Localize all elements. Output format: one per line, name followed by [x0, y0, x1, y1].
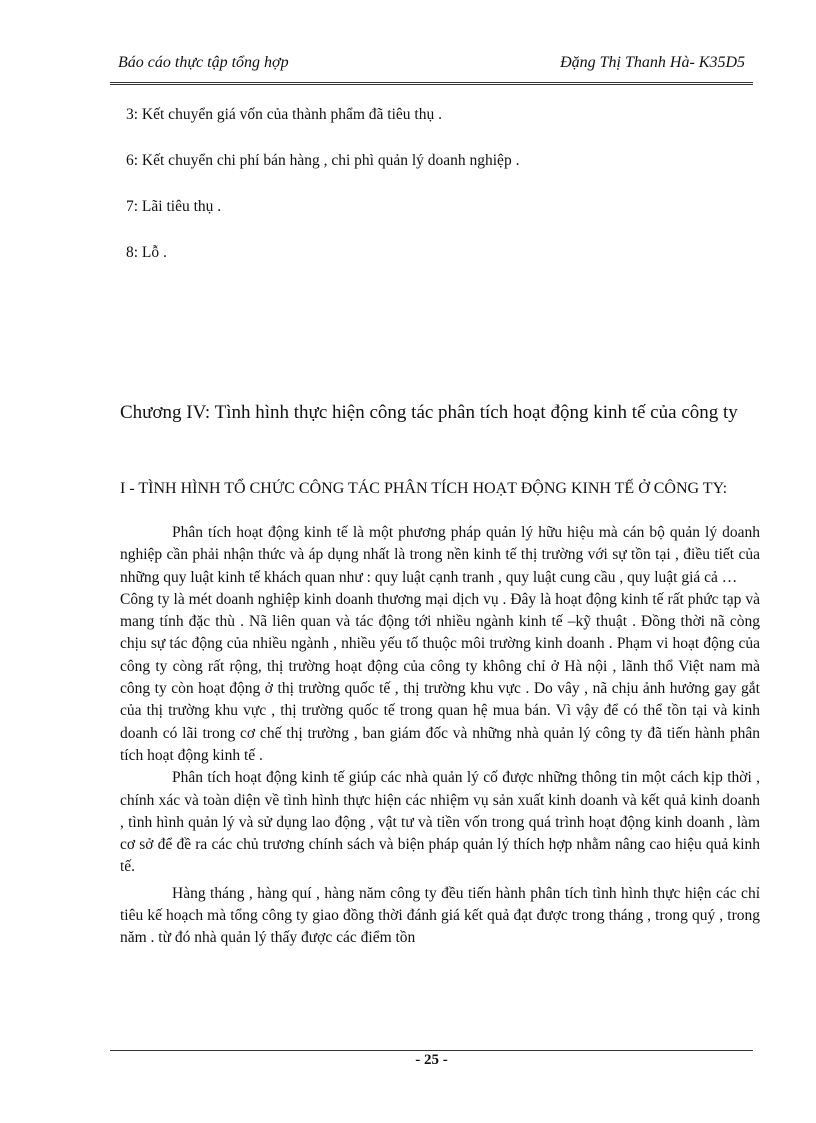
paragraph-periodic: Hàng tháng , hàng quí , hàng năm công ty đều tiến hành phân tích tình hình thực hiện các chỉ tiêu kế hoạch mà tổng công ty giao đồng thời đánh giá kết quả đạt được trong tháng , trong quý , trong năm . từ đó nhà quản lý thấy được các điểm tồn: [120, 884, 760, 947]
paragraph-company: Công ty là mét doanh nghiệp kinh doanh thương mại dịch vụ . Đây là hoạt động kinh tế rất phức tạp và mang tính đặc thù . Nã liên quan và tác động tới nhiều ngành kinh tế –kỹ thuật . Đồng thời nã còng chịu sự tác động của nhiều ngành , nhiều yếu tố thuộc môi trường kinh doanh . Phạm vi hoạt động của công ty còng rất rộng, thị trường hoạt động của công ty không chỉ ở Hà nội , lãnh thổ Việt nam mà công ty còn hoạt động ở thị trường quốc tế , thị trường khu vực . Do vây , nã chịu ảnh hưởng gay gắt của thị trường khu vực , thị trường quốc tế trong quan hệ mua bán. Vì vậy để có thể tồn tại và kinh doanh có lãi trong cơ chế thị trường , ban giám đốc và những nhà quản lý công ty đã tiến hành phân tích hoạt động kinh tế .: [120, 590, 760, 764]
list-item-6: 6: Kết chuyển chi phí bán hàng , chi phì quản lý doanh nghiệp .: [126, 152, 520, 169]
paragraph-intro: Phân tích hoạt động kinh tế là một phương pháp quản lý hữu hiệu mà cán bộ quản lý doanh nghiệp cần phải nhận thức và áp dụng nhất là trong nền kinh tế thị trường với sự tồn tại , điều tiết của những quy luật kinh tế khách quan như : quy luật cạnh tranh , quy luật cung cầu , quy luật giá cả …: [120, 524, 760, 586]
page-header: [110, 50, 753, 85]
section-heading: I - TÌNH HÌNH TỔ CHỨC CÔNG TÁC PHÂN TÍCH HOẠT ĐỘNG KINH TẾ Ở CÔNG TY:: [120, 480, 728, 497]
header-report-title: Báo cáo thực tập tổng hợp: [118, 54, 289, 71]
paragraph-benefits: Phân tích hoạt động kinh tế giúp các nhà quản lý cố được những thông tin một cách kịp thời , chính xác và toàn diện về tình hình thực hiện các nhiệm vụ sản xuất kinh doanh và kết quả kinh doanh , tình hình quản lý và sử dụng lao động , vật tư và tiền vốn trong quá trình hoạt động kinh doanh , làm cơ sở để đề ra các chủ trương chính sách và biện pháp quản lý thích hợp nhằm nâng cao hiệu quả kinh tế.: [120, 769, 760, 876]
list-item-3: 3: Kết chuyển giá vốn của thành phẩm đã tiêu thụ .: [126, 106, 442, 123]
header-author: Đặng Thị Thanh Hà- K35D5: [560, 54, 745, 71]
footer-divider: [110, 1050, 753, 1051]
list-item-7: 7: Lãi tiêu thụ .: [126, 198, 222, 215]
list-item-8: 8: Lỗ .: [126, 244, 167, 261]
chapter-title: Chương IV: Tình hình thực hiện công tác phân tích hoạt động kinh tế của công ty: [120, 402, 738, 423]
page-number: - 25 -: [415, 1052, 448, 1068]
body-text: [120, 522, 760, 950]
